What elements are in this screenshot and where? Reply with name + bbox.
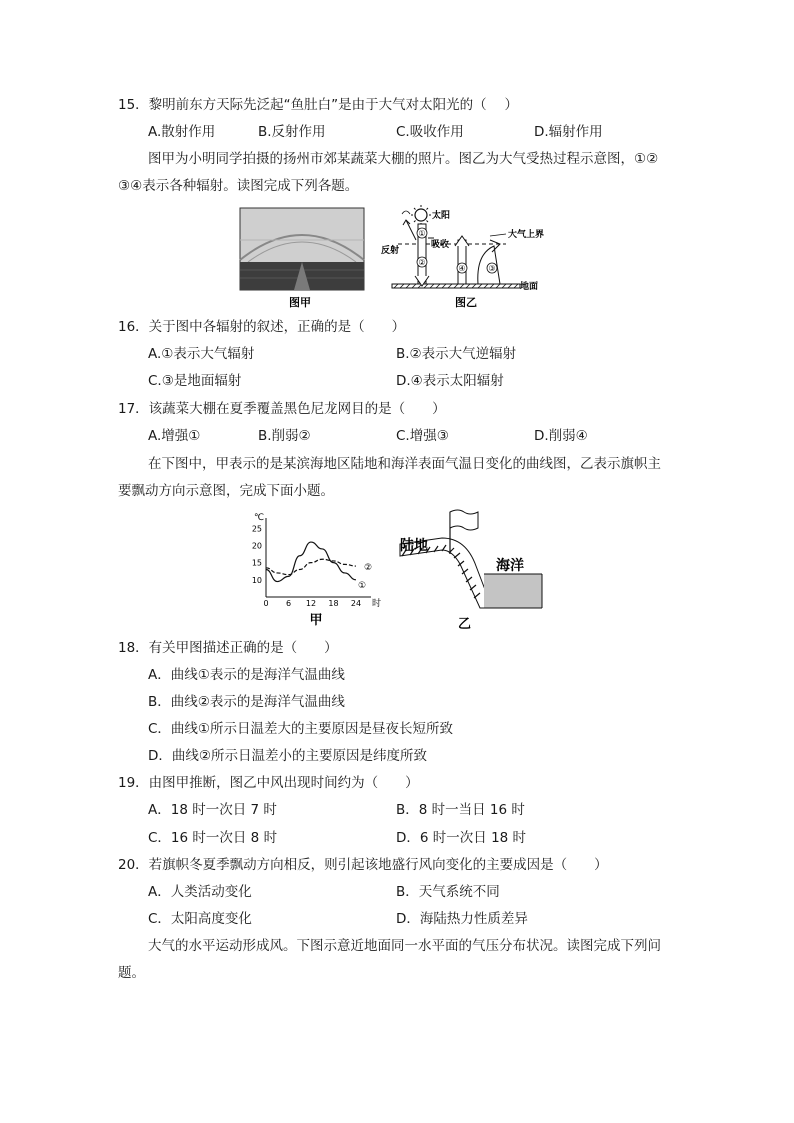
figure-1 <box>238 200 558 315</box>
intro-paragraph-1-line-1: 图甲为小明同学拍摄的扬州市郊某蔬菜大棚的照片。图乙为大气受热过程示意图，①② <box>148 151 659 167</box>
sun-icon <box>415 209 427 221</box>
sun-label: 太阳 <box>432 211 451 221</box>
q18-option-a: A．曲线①表示的是海洋气温曲线 <box>148 667 345 683</box>
intro-paragraph-3-line-1: 大气的水平运动形成风。下图示意近地面同一水平面的气压分布状况。读图完成下列问 <box>148 938 661 954</box>
chart-caption-jia: 甲 <box>309 613 323 628</box>
question-15-stem: 15．黎明前东方天际先泛起“鱼肚白”是由于大气对太阳光的（ ） <box>118 97 518 113</box>
y-unit-label: ℃ <box>254 513 265 523</box>
q20-option-a: A．人类活动变化 <box>148 884 252 900</box>
reflection-label: 反射 <box>381 246 400 256</box>
x-tick-label: 12 <box>305 599 317 608</box>
q18-option-d: D．曲线②所示日温差小的主要原因是纬度所致 <box>148 748 427 764</box>
marker-2: ② <box>418 258 426 267</box>
y-tick-label: 10 <box>251 575 262 585</box>
question-16-stem: 16．关于图中各辐射的叙述，正确的是（ ） <box>118 319 406 335</box>
intro-paragraph-2-line-2: 要飘动方向示意图，完成下面小题。 <box>118 483 334 499</box>
x-tick-label: 18 <box>328 599 339 608</box>
q19-option-d: D．6 时一次日 18 时 <box>396 830 527 846</box>
greenhouse-photo <box>240 208 364 290</box>
q15-option-a: A.散射作用 <box>148 124 216 140</box>
q19-option-c: C．16 时一次日 8 时 <box>148 830 278 846</box>
x-tick-label: 0 <box>263 599 269 608</box>
q15-option-c: C.吸收作用 <box>396 124 464 140</box>
question-17-stem: 17．该蔬菜大棚在夏季覆盖黑色尼龙网目的是（ ） <box>118 401 446 417</box>
figure-2 <box>246 508 556 632</box>
q19-option-a: A．18 时一次日 7 时 <box>148 802 277 818</box>
series-line-1 <box>266 542 356 582</box>
absorption-label: 吸收 <box>431 240 450 250</box>
y-tick-label: 15 <box>251 558 262 568</box>
land-label: 陆地 <box>400 538 428 554</box>
flag-icon <box>450 510 478 530</box>
ground-label: 地面 <box>520 282 539 292</box>
curve-1-label: ① <box>358 581 367 591</box>
q15-option-b: B.反射作用 <box>258 124 326 140</box>
marker-3: ③ <box>488 264 496 273</box>
q15-option-d: D.辐射作用 <box>534 124 603 140</box>
y-tick-label: 25 <box>251 524 262 534</box>
q16-option-b: B.②表示大气逆辐射 <box>396 346 517 362</box>
q16-option-d: D.④表示太阳辐射 <box>396 373 504 389</box>
question-19-stem: 19．由图甲推断，图乙中风出现时间约为（ ） <box>118 775 419 791</box>
q20-option-b: B．天气系统不同 <box>396 884 500 900</box>
sea-label: 海洋 <box>496 558 524 574</box>
q19-option-b: B．8 时一当日 16 时 <box>396 802 525 818</box>
sea-area <box>484 574 542 608</box>
figure-jia-caption: 图甲 <box>289 296 311 309</box>
flag-caption-yi: 乙 <box>458 617 472 632</box>
x-tick-label: 6 <box>285 599 292 608</box>
q20-option-d: D．海陆热力性质差异 <box>396 911 528 927</box>
question-20-stem: 20．若旗帜冬夏季飘动方向相反，则引起该地盛行风向变化的主要成因是（ ） <box>118 857 608 873</box>
flag-diagram <box>400 510 542 632</box>
q16-option-c: C.③是地面辐射 <box>148 373 242 389</box>
q17-option-c: C.增强③ <box>396 428 449 444</box>
temperature-chart <box>252 513 381 628</box>
intro-paragraph-3-line-2: 题。 <box>118 965 145 981</box>
curve-2-label: ② <box>364 563 373 573</box>
question-18-stem: 18．有关甲图描述正确的是（ ） <box>118 640 338 656</box>
q17-option-d: D.削弱④ <box>534 428 588 444</box>
q16-option-a: A.①表示大气辐射 <box>148 346 255 362</box>
marker-4: ④ <box>458 264 466 273</box>
q17-option-a: A.增强① <box>148 428 201 444</box>
q20-option-c: C．太阳高度变化 <box>148 911 252 927</box>
marker-1: ① <box>418 229 426 238</box>
q18-option-c: C．曲线①所示日温差大的主要原因是昼夜长短所致 <box>148 721 454 737</box>
intro-paragraph-1-line-2: ③④表示各种辐射。读图完成下列各题。 <box>118 178 359 194</box>
x-unit-label: 时 <box>372 599 382 609</box>
atmosphere-top-label: 大气上界 <box>508 230 545 240</box>
figure-yi-caption: 图乙 <box>455 296 477 309</box>
q18-option-b: B．曲线②表示的是海洋气温曲线 <box>148 694 345 710</box>
q17-option-b: B.削弱② <box>258 428 311 444</box>
y-tick-label: 20 <box>251 541 262 551</box>
intro-paragraph-2-line-1: 在下图中，甲表示的是某滨海地区陆地和海洋表面气温日变化的曲线图，乙表示旗帜主 <box>148 456 661 472</box>
x-tick-label: 24 <box>350 599 362 608</box>
heating-diagram <box>381 205 544 292</box>
